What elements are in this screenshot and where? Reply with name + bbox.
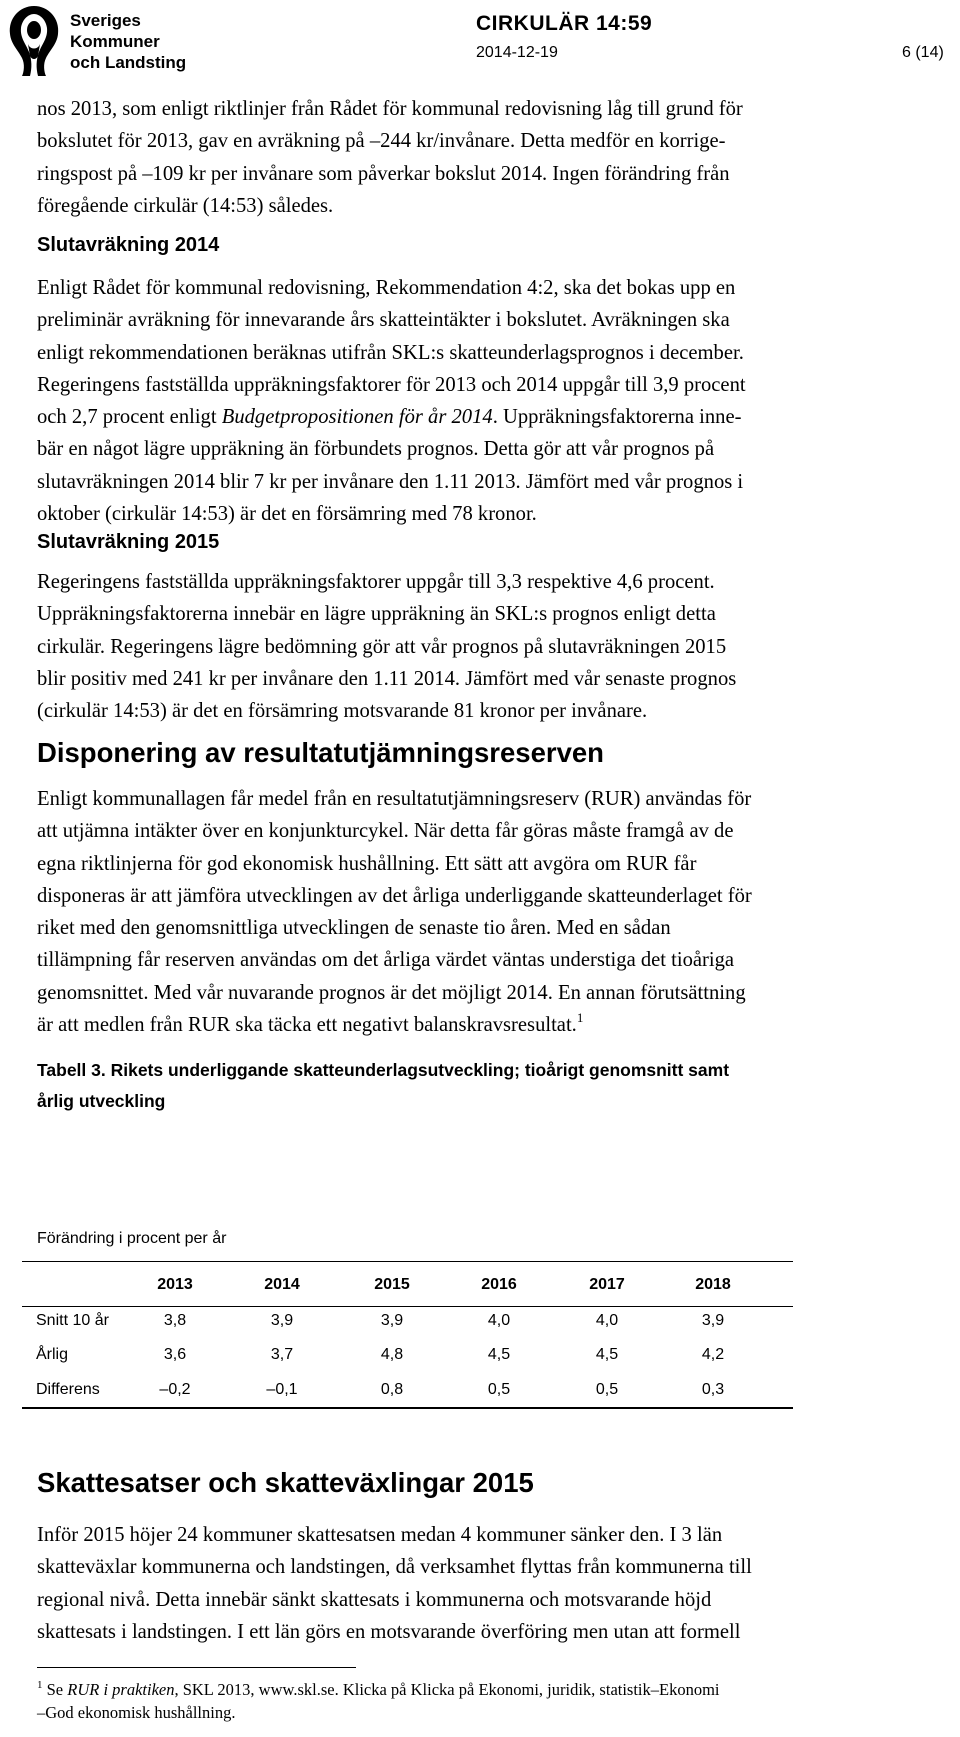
text-line: egna riktlinjerna för god ekonomisk hushållning. Ett sätt att avgöra om RUR får [37, 852, 697, 875]
caption-line: Tabell 3. Rikets underliggande skatteunderlagsutveckling; tioårigt genomsnitt samt [37, 1060, 730, 1080]
text-line: Regeringens fastställda uppräkningsfaktorer för 2013 och 2014 uppgår till 3,9 procent [37, 373, 746, 396]
text-line: ringspost på –109 kr per invånare som påverkar bokslut 2014. Ingen förändring från [37, 162, 730, 185]
table-cell: 0,8 [380, 1381, 404, 1398]
footnote-number: 1 [37, 1679, 43, 1691]
table-header-rule [22, 1306, 793, 1307]
text-line: Regeringens fastställda uppräkningsfaktorer uppgår till 3,3 respektive 4,6 procent. [37, 571, 715, 593]
text-line: bär en något lägre uppräkning än förbundets prognos. Detta gör att vår prognos på [37, 438, 715, 461]
table-cell: 0,3 [701, 1381, 725, 1398]
document-title: CIRKULÄR 14:59 [476, 12, 653, 35]
logo-line: och Landsting [70, 53, 187, 72]
text-line: bokslutet för 2013, gav en avräkning på –244 kr/invånare. Detta medför en korrige- [37, 130, 726, 153]
table-cell: 0,5 [487, 1381, 511, 1398]
footnote-separator [37, 1667, 356, 1668]
table-cell: 3,6 [163, 1346, 187, 1363]
logo-line: Kommuner [70, 32, 160, 51]
year-header: 2016 [481, 1276, 517, 1293]
row-label: Årlig [36, 1346, 69, 1363]
table-header-row [22, 1276, 793, 1300]
text-line: Enligt kommunallagen får medel från en resultatutjämningsreserv (RUR) användas för [37, 788, 752, 810]
table-row [22, 1346, 793, 1370]
text-line: genomsnittet. Med vår nuvarande prognos är det möjligt 2014. En annan förutsättning [37, 981, 746, 1004]
year-header: 2015 [374, 1276, 410, 1293]
skl-logo [2, 0, 202, 78]
budget-proposition-title: Budgetpropositionen för år 2014 [221, 406, 493, 429]
table-bottom-rule [22, 1407, 793, 1409]
text-run: och 2,7 procent enligt [37, 406, 222, 429]
skattesatser-paragraph [37, 1519, 942, 1648]
text-line: oktober (cirkulär 14:53) är det en försämring med 78 kronor. [37, 503, 537, 526]
table-cell: 3,9 [701, 1312, 725, 1329]
text-run: , SKL 2013, www.skl.se. Klicka på Klicka på Ekonomi, juridik, statistik–Ekonomi [174, 1680, 720, 1699]
footnote [37, 1678, 947, 1724]
text-line: blir positiv med 241 kr per invånare den 1.11 2014. Jämfört med vår senaste prognos [37, 667, 737, 690]
footnote-line: –God ekonomisk hushållning. [37, 1703, 236, 1722]
heading-slutavrakning-2014: Slutavräkning 2014 [37, 234, 220, 256]
slutavrakning-2014-paragraph [37, 272, 942, 530]
logo-line: Sveriges [70, 11, 141, 30]
table-top-rule [22, 1261, 793, 1262]
year-header: 2018 [695, 1276, 731, 1293]
table-cell: 4,8 [380, 1346, 404, 1363]
table-cell: 4,5 [487, 1346, 511, 1363]
table-row [22, 1312, 793, 1336]
text-run: . Uppräkningsfaktorerna inne- [492, 406, 742, 429]
text-line: disponeras är att jämföra utvecklingen av det årliga underliggande skatteunderlaget för [37, 884, 752, 907]
text-line: cirkulär. Regeringens lägre bedömning gör att vår prognos på slutavräkningen 2015 [37, 635, 727, 658]
year-header: 2017 [589, 1276, 625, 1293]
table-cell: 3,7 [270, 1346, 294, 1363]
text-line: Enligt Rådet för kommunal redovisning, Rekommendation 4:2, ska det bokas upp en [37, 277, 736, 299]
table-cell: 0,5 [595, 1381, 619, 1398]
slutavrakning-2015-paragraph [37, 566, 942, 727]
heading-disponering-rur: Disponering av resultatutjämningsreserven [37, 737, 604, 768]
text-line: föregående cirkulär (14:53) således. [37, 194, 334, 217]
text-line: Uppräkningsfaktorerna innebär en lägre uppräkning än SKL:s prognos enligt detta [37, 603, 716, 626]
text-line: regional nivå. Detta innebär sänkt skattesats i kommunerna och motsvarande höjd [37, 1588, 712, 1611]
caption-line: årlig utveckling [37, 1091, 166, 1111]
text-run: Se [42, 1680, 68, 1699]
text-line: riket med den genomsnittliga utvecklingen de senaste tio åren. Med en sådan [37, 917, 671, 940]
table-row [22, 1381, 793, 1405]
heading-skattesatser: Skattesatser och skatteväxlingar 2015 [37, 1467, 534, 1498]
intro-paragraph [37, 93, 942, 222]
table-caption [37, 1055, 942, 1117]
year-header: 2014 [264, 1276, 300, 1293]
table-cell: 3,9 [380, 1312, 404, 1329]
table-cell: 3,9 [270, 1312, 294, 1329]
footnote-reference[interactable]: 1 [576, 1010, 584, 1026]
text-line: (cirkulär 14:53) är det en försämring motsvarande 81 kronor per invånare. [37, 700, 648, 723]
footnote-publication: RUR i praktiken [67, 1680, 175, 1699]
rur-paragraph [37, 783, 942, 1041]
text-line: nos 2013, som enligt riktlinjer från Rådet för kommunal redovisning låg till grund för [37, 98, 743, 120]
year-header: 2013 [157, 1276, 193, 1293]
table-cell: –0,1 [266, 1381, 298, 1398]
skl-emblem-icon [2, 0, 66, 78]
text-line: skatteväxlar kommunerna och landstingen, då verksamhet flyttas från kommunerna till [37, 1556, 752, 1579]
table-cell: 4,5 [595, 1346, 619, 1363]
text-line: tillämpning får reserven användas om det årliga värdet väntas understiga det tioåriga [37, 949, 735, 972]
text-line: Inför 2015 höjer 24 kommuner skattesatsen medan 4 kommuner sänker den. I 3 län [37, 1524, 723, 1546]
text-line: preliminär avräkning för innevarande års skatteintäkter i bokslutet. Avräkningen ska [37, 309, 730, 332]
table-cell: –0,2 [159, 1381, 191, 1398]
table-cell: 3,8 [163, 1312, 187, 1329]
row-label: Differens [36, 1381, 100, 1398]
heading-slutavrakning-2015: Slutavräkning 2015 [37, 531, 220, 553]
text-line [37, 401, 942, 433]
text-line: slutavräkningen 2014 blir 7 kr per invånare den 1.11 2013. Jämfört med vår prognos i [37, 470, 744, 493]
table-subtitle: Förändring i procent per år [37, 1230, 227, 1247]
table-cell: 4,0 [595, 1312, 619, 1329]
table-cell: 4,0 [487, 1312, 511, 1329]
table-cell: 4,2 [701, 1346, 725, 1363]
text-line: att utjämna intäkter över en konjunkturcykel. När detta får göras måste framgå av de [37, 820, 734, 843]
text-line: enligt rekommendationen beräknas utifrån SKL:s skatteunderlagsprognos i december. [37, 341, 744, 364]
page-number: 6 (14) [902, 44, 944, 61]
footnote-line [37, 1678, 947, 1701]
text-line: skattesats i landstingen. I ett län görs en motsvarande överföring men utan att formell [37, 1620, 741, 1643]
text-run: är att medlen från RUR ska täcka ett negativt balanskravsresultat. [37, 1014, 577, 1037]
document-date: 2014-12-19 [476, 44, 558, 61]
text-line [37, 1009, 942, 1041]
row-label: Snitt 10 år [36, 1312, 109, 1329]
